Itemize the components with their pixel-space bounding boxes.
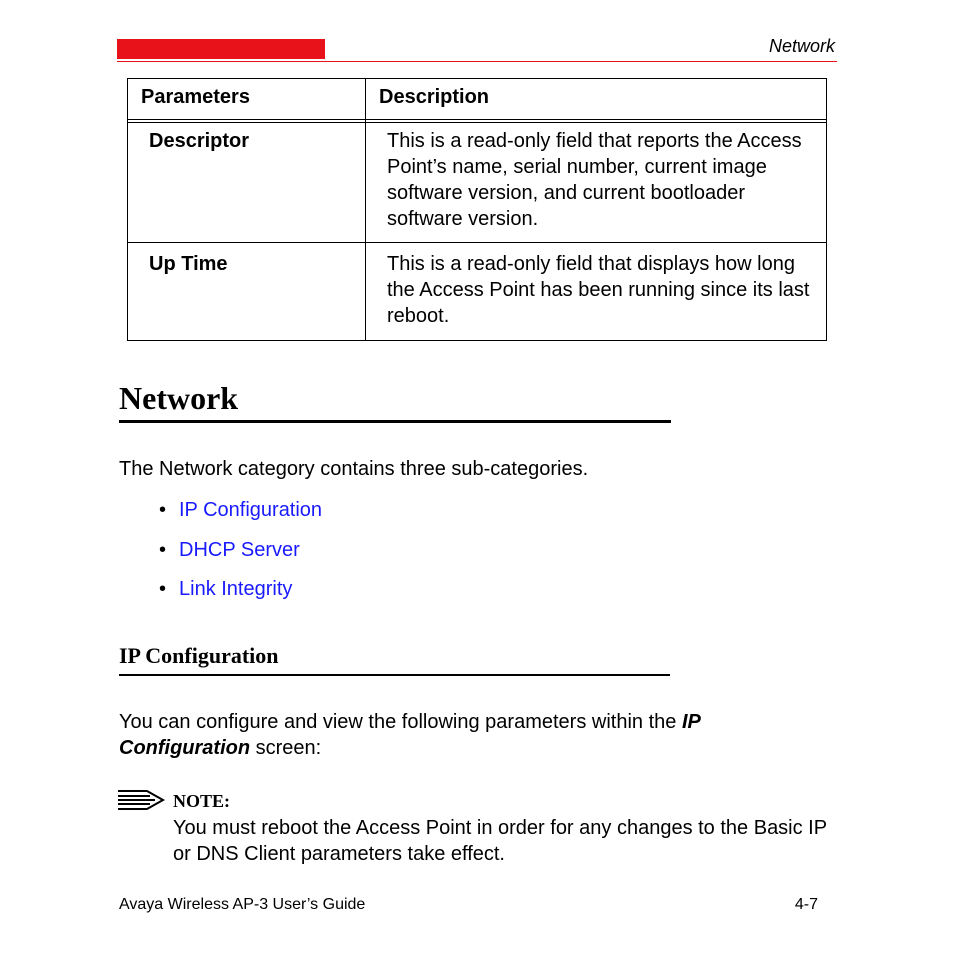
list-item — [159, 576, 322, 616]
subsection-title-ip-configuration: IP Configuration — [119, 643, 279, 668]
parameters-table — [127, 78, 827, 341]
link-dhcp-server[interactable]: DHCP Server — [179, 538, 300, 561]
bullet-icon: • — [159, 499, 167, 521]
note-label: NOTE: — [173, 791, 231, 811]
note-arrow-icon — [117, 788, 167, 812]
section-title-rule — [119, 420, 671, 423]
link-ip-configuration[interactable]: IP Configuration — [179, 499, 323, 521]
bullet-icon: • — [159, 578, 167, 600]
table-column-divider — [365, 79, 366, 340]
list-item — [159, 497, 322, 537]
section-title-network: Network — [119, 380, 239, 416]
network-intro-text: The Network category contains three sub-categories. — [119, 458, 589, 480]
subcategory-list — [159, 497, 322, 616]
ip-configuration-text-after: screen: — [250, 737, 322, 759]
ip-configuration-text-before: You can configure and view the following parameters within the — [119, 711, 682, 733]
table-cell-parameter-description: This is a read-only field that reports the Access Point’s name, serial number, current image software version, and current bootloader software version. — [387, 130, 802, 230]
list-item — [159, 537, 322, 577]
header-red-bar — [117, 39, 325, 59]
note-text: You must reboot the Access Point in order for any changes to the Basic IP or DNS Client parameters take effect. — [173, 817, 827, 865]
ip-configuration-intro-text — [119, 709, 799, 761]
footer-page-number: 4-7 — [794, 896, 818, 913]
header-rule — [117, 61, 837, 62]
running-header-section: Network — [768, 36, 835, 56]
table-header-double-rule — [128, 122, 826, 123]
table-header-description: Description — [379, 86, 490, 108]
subsection-title-rule — [119, 674, 670, 676]
ip-configuration-screen-name: IP Configuration — [119, 711, 701, 759]
table-cell-parameter-description: This is a read-only field that displays how long the Access Point has been running since its last reboot. — [387, 253, 810, 327]
table-header-parameters: Parameters — [141, 86, 250, 108]
bullet-icon: • — [159, 538, 167, 561]
link-link-integrity[interactable]: Link Integrity — [179, 578, 293, 600]
table-cell-parameter-name: Up Time — [149, 253, 228, 275]
footer-guide-title: Avaya Wireless AP-3 User’s Guide — [119, 896, 366, 913]
table-row-divider — [128, 242, 826, 243]
table-cell-parameter-name: Descriptor — [149, 130, 250, 152]
